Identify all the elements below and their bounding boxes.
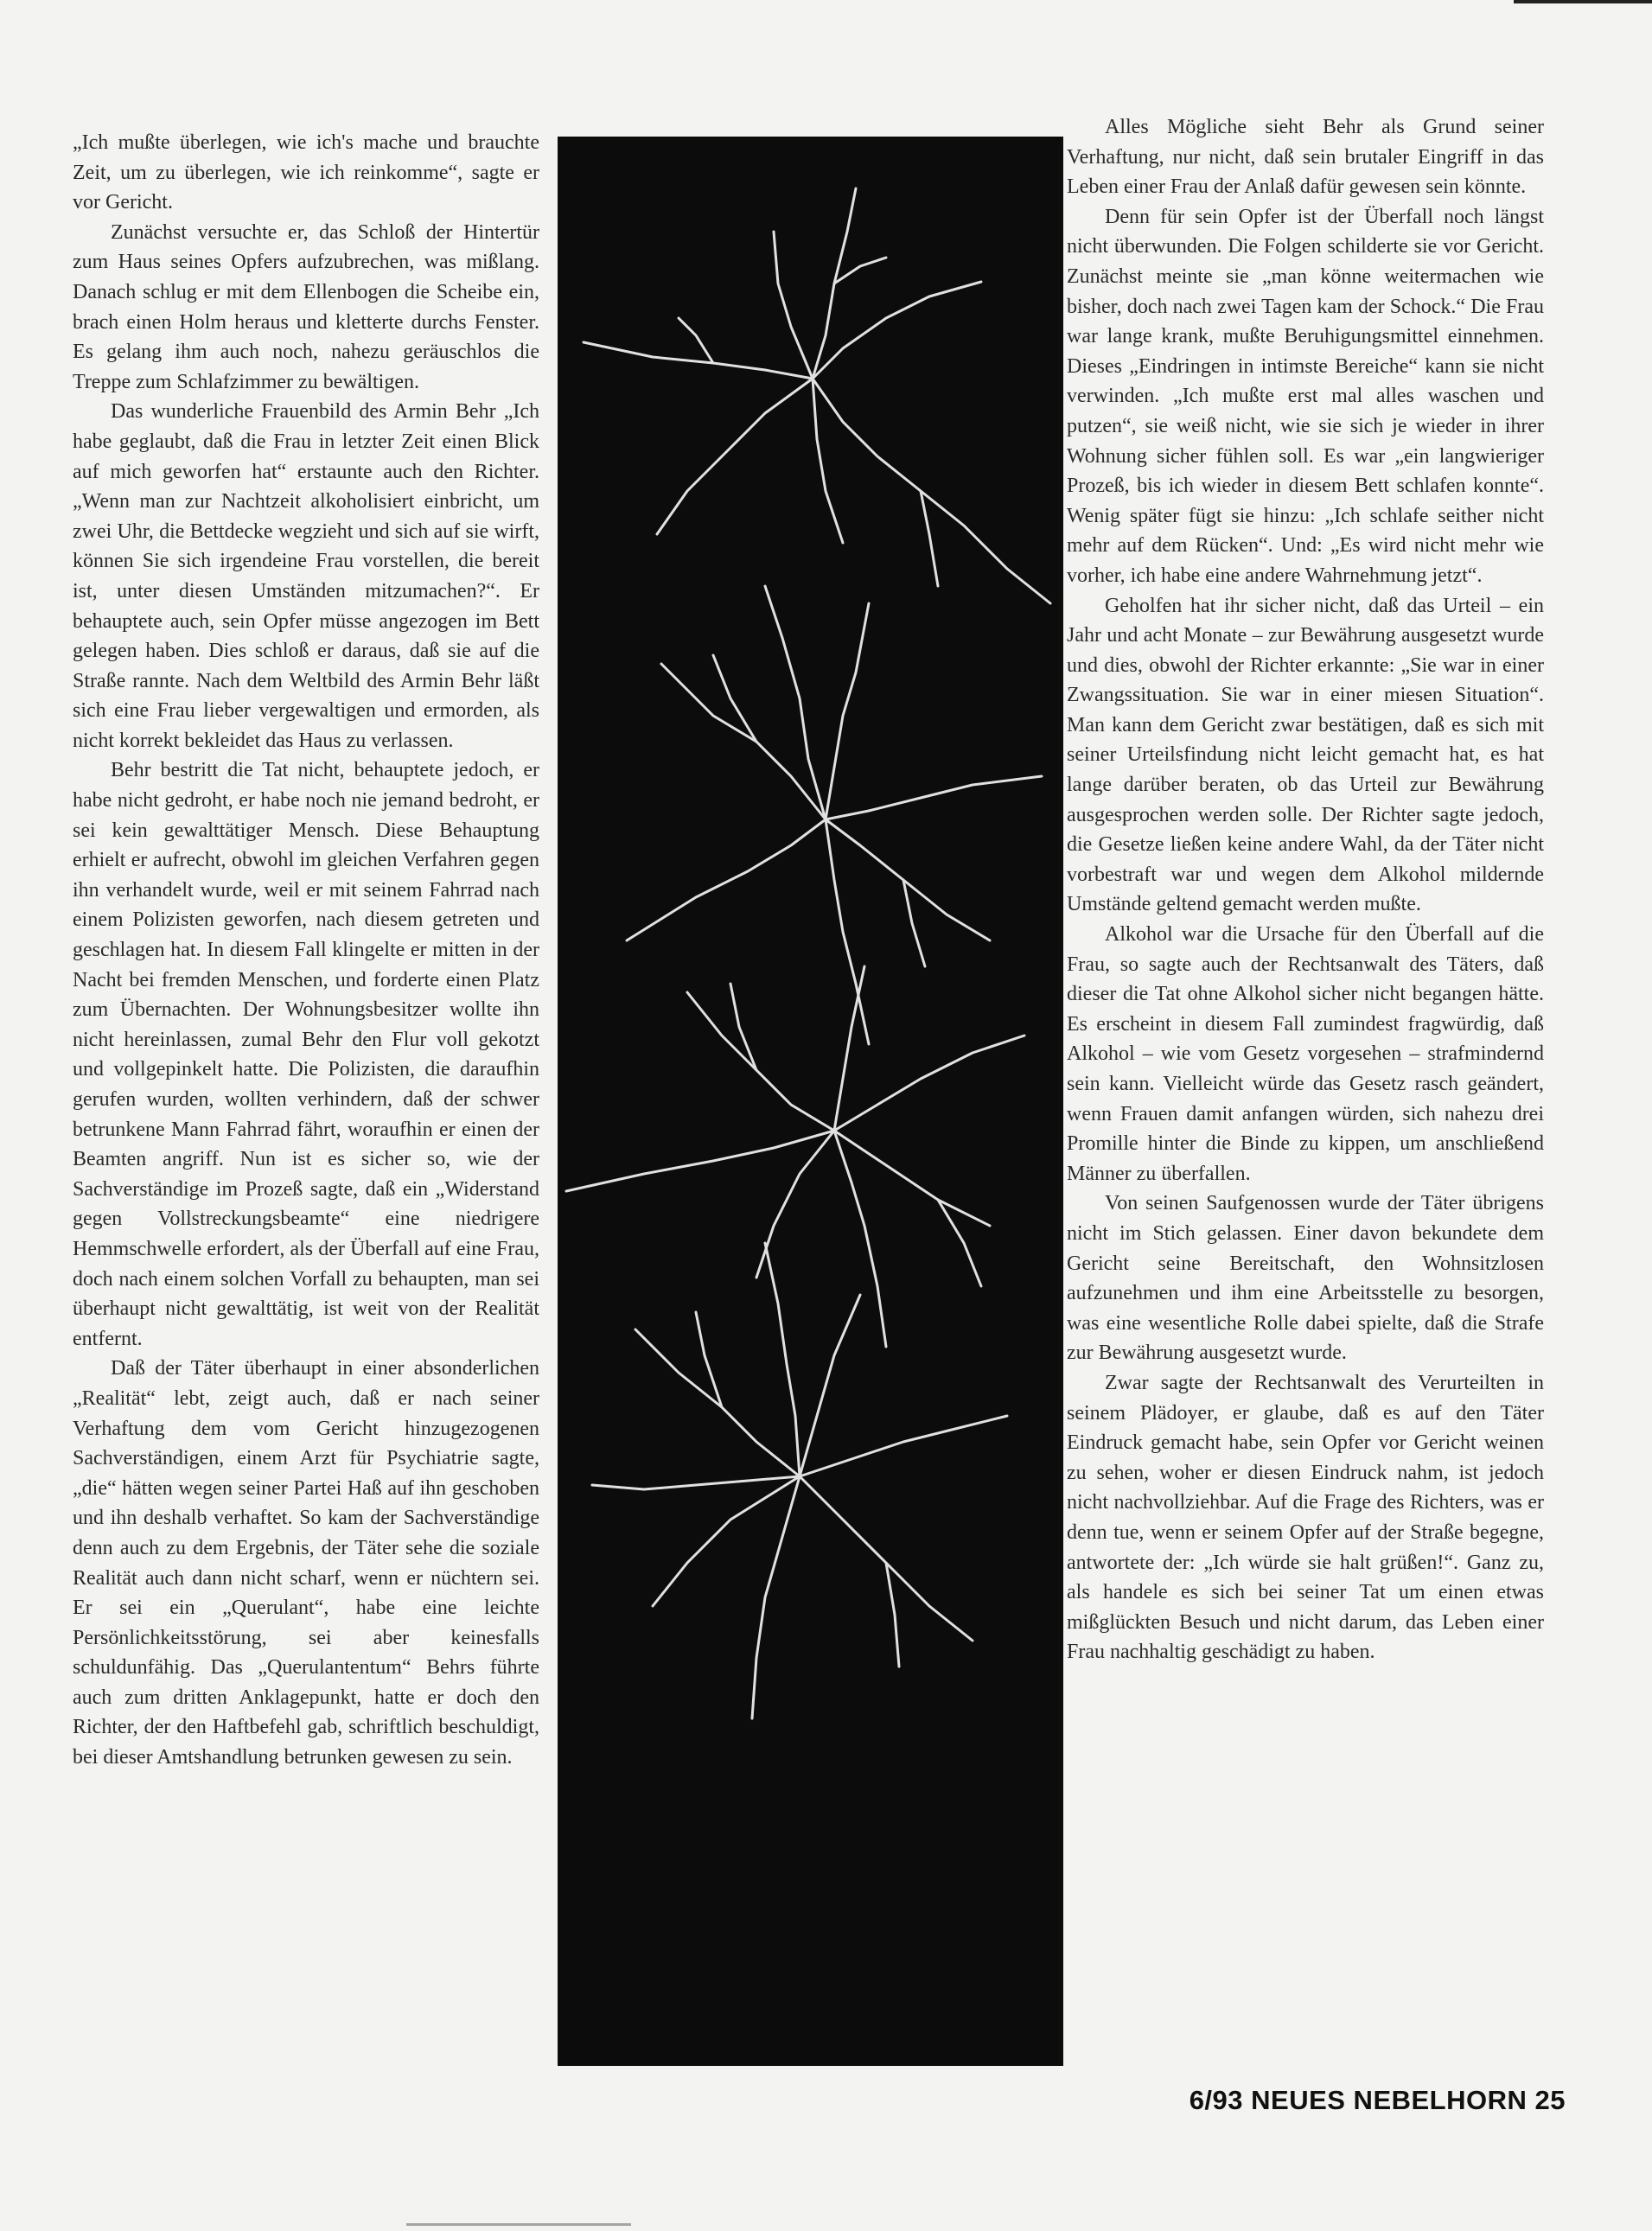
crack-star-2 <box>627 586 1042 1044</box>
paragraph: Alles Mögliche sieht Behr als Grund seiner Verhaftung, nur nicht, daß sein brutaler Eingriff in das Leben einer Frau der Anlaß dafür gewesen sein könnte. <box>1067 116 1544 199</box>
crack-star-3 <box>566 966 1024 1347</box>
crack-star-4 <box>592 1243 1007 1718</box>
top-edge-rule <box>1514 0 1652 3</box>
crack-lines-graphic <box>558 137 1063 2066</box>
paragraph: Behr bestritt die Tat nicht, behauptete jedoch, er habe nicht gedroht, er habe noch nie jemand bedroht, er sei kein gewalttätiger Mensch. Diese Behauptung erhielt er aufrecht, obwohl im gleichen Verfahren gegen ihn verhandelt wurde, weil er mit seinem Fahrrad nach einem Polizisten geworfen, nach diesem getreten und geschlagen hat. In diesem Fall klingelte er mitten in der Nacht bei fremden Menschen, und forderte einen Platz zum Übernachten. Der Wohnungsbesitzer wollte ihn nicht hereinlassen, zumal Behr den Flur voll gekotzt und vollgepinkelt hatte. Die Polizisten, die daraufhin gerufen wurden, wollten verhindern, daß der schwer betrunkene Mann Fahrrad fährt, woraufhin er einen der Beamten angriff. Nun ist es sicher so, wie der Sachverständige im Prozeß sagte, daß ein „Widerstand gegen Vollstreckungsbeamte“ eine niedrigere Hemmschwelle erfordert, als der Überfall auf eine Frau, doch nach einem solchen Vorfall zu behaupten, man sei überhaupt nicht gewalttätig, ist weit von der Realität entfernt. <box>73 759 539 1350</box>
paragraph: Denn für sein Opfer ist der Überfall noch längst nicht überwunden. Die Folgen schilderte sie vor Gericht. Zunächst meinte sie „man könne weitermachen wie bisher, doch nach zwei Tagen kam der Schock.“ Die Frau war lange krank, mußte Beruhigungsmittel einnehmen. Dieses „Eindringen in intimste Bereiche“ kann sie nicht verwinden. „Ich mußte erst mal alles waschen und putzen“, sie weiß nicht, wie sie sich je wieder in ihrer Wohnung sicher fühlen soll. Es war „ein langwieriger Prozeß, bis ich wieder in diesem Bett schlafen konnte“. Wenig später fügt sie hinzu: „Ich schlafe seither nicht mehr auf dem Rücken“. Und: „Es wird nicht mehr wie vorher, ich habe eine andere Wahrnehmung jetzt“. <box>1067 205 1544 587</box>
paragraph: Alkohol war die Ursache für den Überfall auf die Frau, so sagte auch der Rechtsanwalt des Täters, daß dieser die Tat ohne Alkohol sicher nicht begangen hätte. Es erscheint in diesem Fall zumindest fragwürdig, daß Alkohol – wie vom Gesetz vorgesehen – strafmindernd sein kann. Vielleicht würde das Gesetz rasch geändert, wenn Frauen damit anfangen würden, sich nahezu drei Promille hinter die Binde zu kippen, um anschließend Männer zu überfallen. <box>1067 923 1544 1185</box>
paragraph: Zwar sagte der Rechtsanwalt des Verurteilten in seinem Plädoyer, er glaube, daß es auf den Täter Eindruck gemacht habe, sein Opfer vor Gericht weinen zu sehen, woher er diesen Eindruck nahm, ist jedoch nicht nachvollziehbar. Auf die Frage des Richters, was er denn tue, wenn er seinem Opfer auf der Straße begegne, antwortete der: „Ich würde sie halt grüßen!“. Ganz zu, als handele es sich bei seiner Tat um einen etwas mißglückten Besuch und nicht darum, das Leben einer Frau nachhaltig geschädigt zu haben. <box>1067 1371 1544 1664</box>
paragraph: Zunächst versuchte er, das Schloß der Hintertür zum Haus seines Opfers aufzubrechen, was mißlang. Danach schlug er mit dem Ellenbogen die Scheibe ein, brach einen Holm heraus und kletterte durchs Fenster. Es gelang ihm auch noch, nahezu geräuschlos die Treppe zum Schlafzimmer zu bewältigen. <box>73 220 539 393</box>
article-left-column <box>73 128 539 1773</box>
paragraph: Von seinen Saufgenossen wurde der Täter übrigens nicht im Stich gelassen. Einer davon bekundete dem Gericht seine Bereitschaft, den Wohnsitzlosen aufzunehmen und ihm eine Arbeitsstelle zu besorgen, was eine wesentliche Rolle dabei spielte, daß die Strafe zur Bewährung ausgesetzt wurde. <box>1067 1192 1544 1365</box>
paragraph: Daß der Täter überhaupt in einer absonderlichen „Realität“ lebt, zeigt auch, daß er nach seiner Verhaftung dem vom Gericht hinzugezogenen Sachverständigen, einem Arzt für Psychiatrie sagte, „die“ hätten wegen seiner Partei Haß auf ihn geschoben und ihn deshalb verhaftet. So kam der Sachverständige denn auch zu dem Ergebnis, der Täter sehe die soziale Realität auch dann nicht scharf, wenn er nüchtern sei. Er sei ein „Querulant“, habe eine leichte Persönlichkeitsstörung, sei aber keinesfalls schuldunfähig. Das „Querulantentum“ Behrs führte auch zum dritten Anklagepunkt, hatte er doch den Richter, der den Haftbefehl gab, schriftlich beschuldigt, bei dieser Amtshandlung betrunken gewesen zu sein. <box>73 1357 539 1769</box>
paragraph: „Ich mußte überlegen, wie ich's mache und brauchte Zeit, um zu überlegen, wie ich reinkomme“, sagte er vor Gericht. <box>73 131 539 214</box>
article-right-column <box>1067 112 1544 1667</box>
paragraph: Das wunderliche Frauenbild des Armin Behr „Ich habe geglaubt, daß die Frau in letzter Zeit einen Blick auf mich geworfen hat“ erstaunte auch den Richter. „Wenn man zur Nachtzeit alkoholisiert einbricht, um zwei Uhr, die Bettdecke wegzieht und sich auf sie wirft, können Sie sich irgendeine Frau vorstellen, die bereit ist, unter diesen Umständen mitzumachen?“. Er behauptete auch, sein Opfer müsse angezogen im Bett gelegen haben. Dies schloß er daraus, daß sie auf die Straße rannte. Nach dem Weltbild des Armin Behr läßt sich eine Frau lieber vergewaltigen und ermorden, als nicht korrekt bekleidet das Haus zu verlassen. <box>73 400 539 752</box>
page-footer: 6/93 NEUES NEBELHORN 25 <box>1189 2085 1566 2115</box>
crack-star-1 <box>584 188 1050 603</box>
bottom-edge-rule <box>406 2223 631 2226</box>
cracked-glass-illustration <box>558 137 1063 2066</box>
paragraph: Geholfen hat ihr sicher nicht, daß das Urteil – ein Jahr und acht Monate – zur Bewährung ausgesetzt wurde und dies, obwohl der Richter erkannte: „Sie war in einer Zwangssituation. Sie war in einer miesen Situation“. Man kann dem Gericht zwar bestätigen, daß es sich mit seiner Urteilsfindung nicht leicht gemacht hat, es hat lange darüber beraten, ob das Urteil zur Bewährung ausgesprochen werden solle. Der Richter sagte jedoch, die Gesetze ließen keine andere Wahl, da der Täter nicht vorbestraft war und wegen dem Alkohol mildernde Umstände geltend gemacht werden mußte. <box>1067 594 1544 916</box>
